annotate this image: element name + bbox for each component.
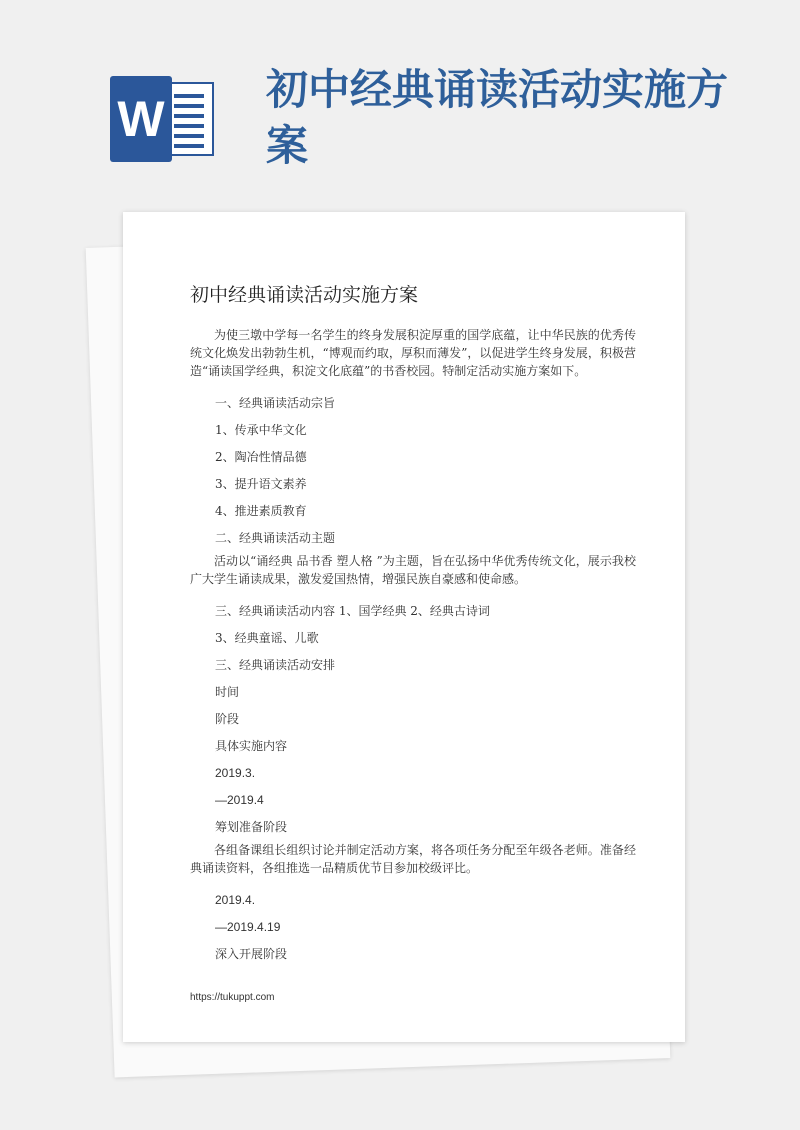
- schedule-detail: 各组备课组长组织讨论并制定活动方案，将各项任务分配至年级各老师。准备经典诵读资料，各组推选一品精质优节目参加校级评比。: [190, 843, 636, 875]
- aim-item: 3、提升语文素养: [215, 477, 307, 491]
- schedule-date-end: —2019.4: [215, 793, 264, 807]
- schedule-stage: 深入开展阶段: [215, 947, 288, 961]
- page-title: 初中经典诵读活动实施方案: [266, 65, 729, 170]
- word-letter: W: [110, 76, 172, 162]
- word-logo-icon: [110, 76, 214, 162]
- aim-item: 4、推进素质教育: [215, 504, 307, 518]
- document-page: [123, 212, 685, 1042]
- schedule-header-stage: 阶段: [215, 712, 240, 726]
- section-heading-aims: 一、经典诵读活动宗旨: [215, 396, 336, 410]
- aim-item: 1、传承中华文化: [215, 423, 307, 437]
- schedule-date-end: —2019.4.19: [215, 920, 281, 934]
- section-heading-theme: 二、经典诵读活动主题: [215, 531, 336, 545]
- content-item: 3、经典童谣、儿歌: [215, 631, 319, 645]
- footer-url: https://tukuppt.com: [190, 992, 275, 1003]
- theme-paragraph: 活动以“诵经典 品书香 塑人格 ”为主题，旨在弘扬中华优秀传统文化，展示我校广大学生诵读成果，激发爱国热情，增强民族自豪感和使命感。: [190, 554, 636, 586]
- schedule-date-start: 2019.3.: [215, 766, 256, 780]
- section-heading-schedule: 三、经典诵读活动安排: [215, 658, 336, 672]
- schedule-date-start: 2019.4.: [215, 893, 256, 907]
- schedule-header-time: 时间: [215, 685, 240, 699]
- document-body: [190, 326, 636, 968]
- aim-item: 2、陶冶性情品德: [215, 450, 307, 464]
- section-heading-content: 三、经典诵读活动内容 1、国学经典 2、经典古诗词: [215, 604, 490, 618]
- intro-paragraph: 为使三墩中学每一名学生的终身发展积淀厚重的国学底蕴，让中华民族的优秀传统文化焕发出勃勃生机，“博观而约取，厚积而薄发”，以促进学生终身发展，积极营造“诵读国学经典，积淀文化底蕴”的书香校园。特制定活动实施方案如下。: [190, 328, 636, 378]
- schedule-stage: 筹划准备阶段: [215, 820, 288, 834]
- document-title: 初中经典诵读活动实施方案: [190, 284, 419, 306]
- schedule-header-detail: 具体实施内容: [215, 739, 288, 753]
